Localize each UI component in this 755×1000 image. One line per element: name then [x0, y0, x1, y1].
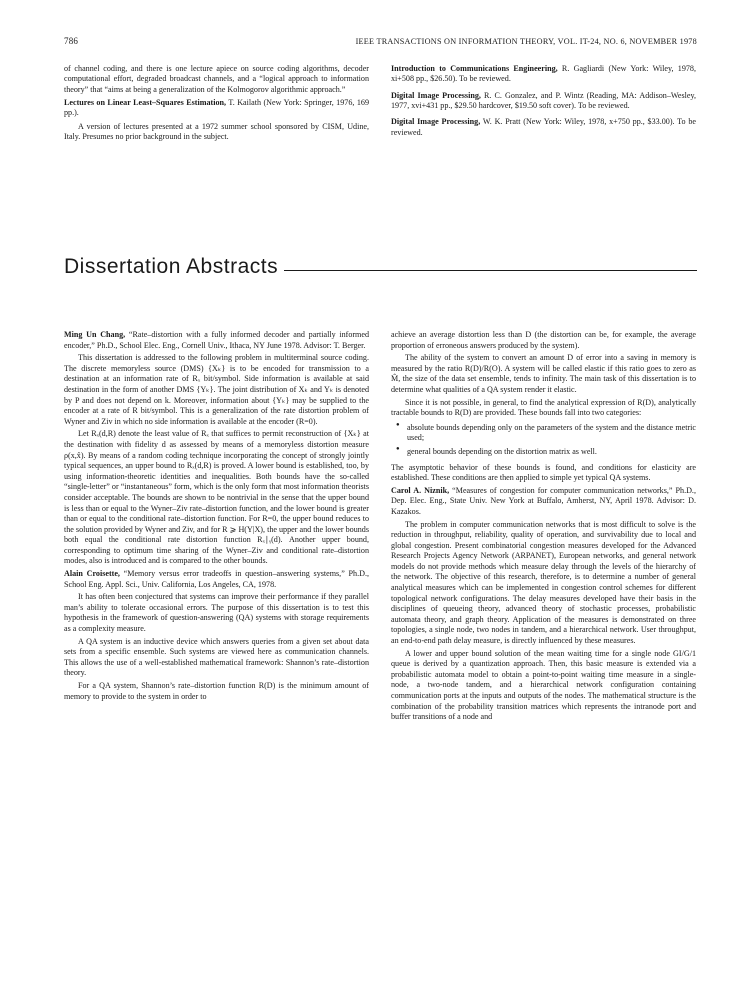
- abstract-paragraph: It has often been conjectured that systems can improve their performance if they parallel man’s ability to tolerate occasional errors. The purpose of this dissertation is to test this hypothesis in the framework of question-answering (QA) systems with storage requirements as a complexity measure.: [64, 592, 369, 634]
- abstract-author: Carol A. Niznik,: [391, 485, 450, 495]
- journal-title-line: IEEE TRANSACTIONS ON INFORMATION THEORY, VOL. IT-24, NO. 6, NOVEMBER 1978: [355, 37, 697, 46]
- abstract-byline: [64, 330, 369, 351]
- book-entry: [391, 117, 696, 138]
- abstract-author: Alain Croisette,: [64, 569, 120, 579]
- list-item: ● general bounds depending on the distortion matrix as well.: [407, 447, 696, 458]
- abstract-paragraph: This dissertation is addressed to the following problem in multiterminal source coding. The discrete memoryless source (DMS) {Xₖ} is to be encoded for transmission to a destination at an information rate of Rₓ bit/symbol. Side information is available at said destination in the form of another DMS {Yₖ}. The joint distribution of Xₖ and Yₖ is denoted by P and does not depend on k. Moreover, information about {Yₖ} may be supplied to the encoder at a rate of R bit/symbol. This is a generalization of the rate distortion problem of Wyner and Ziv in which no side information is available at the encoder (R=0).: [64, 353, 369, 426]
- page-folio: 786: [64, 36, 79, 46]
- book-title: Introduction to Communications Engineering,: [391, 64, 558, 73]
- abstract-paragraph: Let Rₓ(d,R) denote the least value of Rₓ that suffices to permit reconstruction of {Xₖ} at the destination with fidelity d as assessed by means of a memoryless distortion measure ρ(x,x̂). By means of a random coding technique incorporating the concept of strongly jointly typical sequences, an upper bound to Rₓ(d,R) is proved. A lower bound is established, too, by using information-theoretic identities and inequalities. Both bounds have the so-called “single-letter” or “instantaneous” form, which is the only form that most information theorists consider acceptable. The bounds are shown to be nontrivial in the sense that the upper bound is less than or equal to the Wyner–Ziv rate–distortion function, and the lower bound is greater than or equal to the conditional rate–distortion function. For R=0, the upper bound reduces to the solution provided by Wyner and Ziv, and for R ⩾ H(Y|X), the upper and the lower bounds both equal the conditional rate distortion function Rₓ∣ᵧ(d). Another upper bound, corresponding to optimum time sharing of the Wyner–Ziv and conditional rate–distortion modes, also is introduced and is compared to the other bounds.: [64, 429, 369, 566]
- book-entry: [391, 64, 696, 85]
- book-listings-columns: [64, 64, 697, 149]
- book-entry: [64, 98, 369, 142]
- book-publication-details: R. C. Gonzalez, and P. Wintz (Reading, MA: Addison–Wesley, 1977, xvi+431 pp., $29.50 hardcover, $19.50 soft cover). To be reviewed.: [391, 90, 696, 111]
- section-rule: [284, 270, 697, 271]
- abstract-paragraph: Since it is not possible, in general, to find the analytical expression of R(D), analytically tractable bounds to R(D) are provided. These bounds fall into two categories:: [391, 397, 696, 418]
- abstract-citation: “Measures of congestion for computer communication networks,” Ph.D., Dep. Elec. Eng., State Univ. New York at Buffalo, Amherst, NY, April 1978. Advisor: D. Kazakos.: [391, 485, 696, 516]
- list-item: ● absolute bounds depending only on the parameters of the system and the distance metric used;: [407, 423, 696, 444]
- abstract-citation: “Memory versus error tradeoffs in question–answering systems,” Ph.D., School Eng. Appl. Sci., Univ. California, Los Angeles, CA, 1978.: [64, 569, 369, 589]
- abstracts-columns: [64, 330, 697, 725]
- continued-paragraph: of channel coding, and there is one lecture apiece on source coding algorithms, decoder computational effort, degraded broadcast channels, and a “logical approach to information theory” that “aims at being a generalization of the Kolmogorov algorithmic approach.”: [64, 64, 369, 94]
- abstracts-left-column: [64, 330, 369, 725]
- abstract-paragraph: achieve an average distortion less than D (the distortion can be, for example, the average proportion of erroneous answers produced by the system).: [391, 330, 696, 350]
- abstract-paragraph: The ability of the system to convert an amount D of error into a saving in memory is measured by the ratio R(D)/R(O). A system will be called elastic if this ratio goes to zero as M̂, the size of the data set ensemble, tends to infinity. The main task of this dissertation is to determine what qualities of a QA system render it elastic.: [391, 353, 696, 394]
- book-publication-details: R. Gagliardi (New York: Wiley, 1978, xi+508 pp., $26.50). To be reviewed.: [391, 64, 696, 84]
- book-listings-left-column: [64, 64, 369, 149]
- section-heading: [64, 255, 697, 279]
- abstract-paragraph: A QA system is an inductive device which answers queries from a given set about data sets from a specific ensemble. Such systems are viewed here as communication channels. This allows the use of a well-established mathematical framework: Shannon’s rate–distortion theory.: [64, 636, 369, 678]
- bounds-bullet-list: [391, 423, 696, 458]
- abstract-author: Ming Un Chang,: [64, 330, 126, 339]
- book-title: Digital Image Processing,: [391, 90, 481, 100]
- abstract-paragraph: A lower and upper bound solution of the mean waiting time for a single node GI/G/1 queue is derived by a quantization approach. Then, this basic measure is extended via a probabilistic automata model to obtain a point-to-point waiting time measure in a single-node, a two-node tandem, and a hierarchical network configuration containing communication ports at the inputs and outputs of the nodes. The mathematical structure is the combination of the probability transition matrices which represents the intranode port and buffer transitions of a node and: [391, 648, 696, 722]
- abstract-citation: “Rate–distortion with a fully informed decoder and partially informed encoder,” Ph.D., School Elec. Eng., Cornell Univ., Ithaca, NY June 1978. Advisor: T. Berger.: [64, 330, 369, 350]
- abstract-byline: [64, 569, 369, 590]
- abstract-paragraph: The asymptotic behavior of these bounds is found, and conditions for elasticity are established. These conditions are then applied to simple yet typical QA systems.: [391, 462, 696, 483]
- book-title: Digital Image Processing,: [391, 117, 481, 127]
- section-title: Dissertation Abstracts: [64, 255, 279, 278]
- book-listings-right-column: [391, 64, 696, 149]
- book-publication-details: W. K. Pratt (New York: Wiley, 1978, x+750 pp., $33.00). To be reviewed.: [391, 117, 696, 137]
- book-title: Lectures on Linear Least–Squares Estimation,: [64, 98, 227, 108]
- running-head: [64, 36, 697, 46]
- book-entry: [391, 91, 696, 112]
- abstracts-right-column: [391, 330, 696, 725]
- book-note: A version of lectures presented at a 1972 summer school sponsored by CISM, Udine, Italy. Presumes no prior background in the subject.: [64, 121, 369, 142]
- abstract-paragraph: The problem in computer communication networks that is most difficult to solve is the reduction in throughput, reliability, quality of operation, and survivability due to local and global congestion. Present combinatorial congestion measures developed for the Advanced Research Projects Agency Network (ARPANET), European networks, and general network models do not provide methods which measure delay through the levels of the hierarchy of the network. The objective of this research, therefore, is to determine a number of general analytical measures which can be implemented in congestion control schemes for different topological network configurations. The delay measures developed have their basis in the disciplines of queueing theory, advanced theory of stochastic processes, probabilistic automata theory, and graph theory. Application of the measures is demonstrated on three topologies, a single node, two nodes in tandem, and a hierarchical network. User throughput, an end-to-end path delay measure, is directly influenced by these measures.: [391, 519, 696, 646]
- book-publication-details: T. Kailath (New York: Springer, 1976, 169 pp.).: [64, 98, 369, 118]
- abstract-paragraph: For a QA system, Shannon’s rate–distortion function R(D) is the minimum amount of memory to provide to the system in order to: [64, 681, 369, 701]
- abstract-byline: [391, 486, 696, 518]
